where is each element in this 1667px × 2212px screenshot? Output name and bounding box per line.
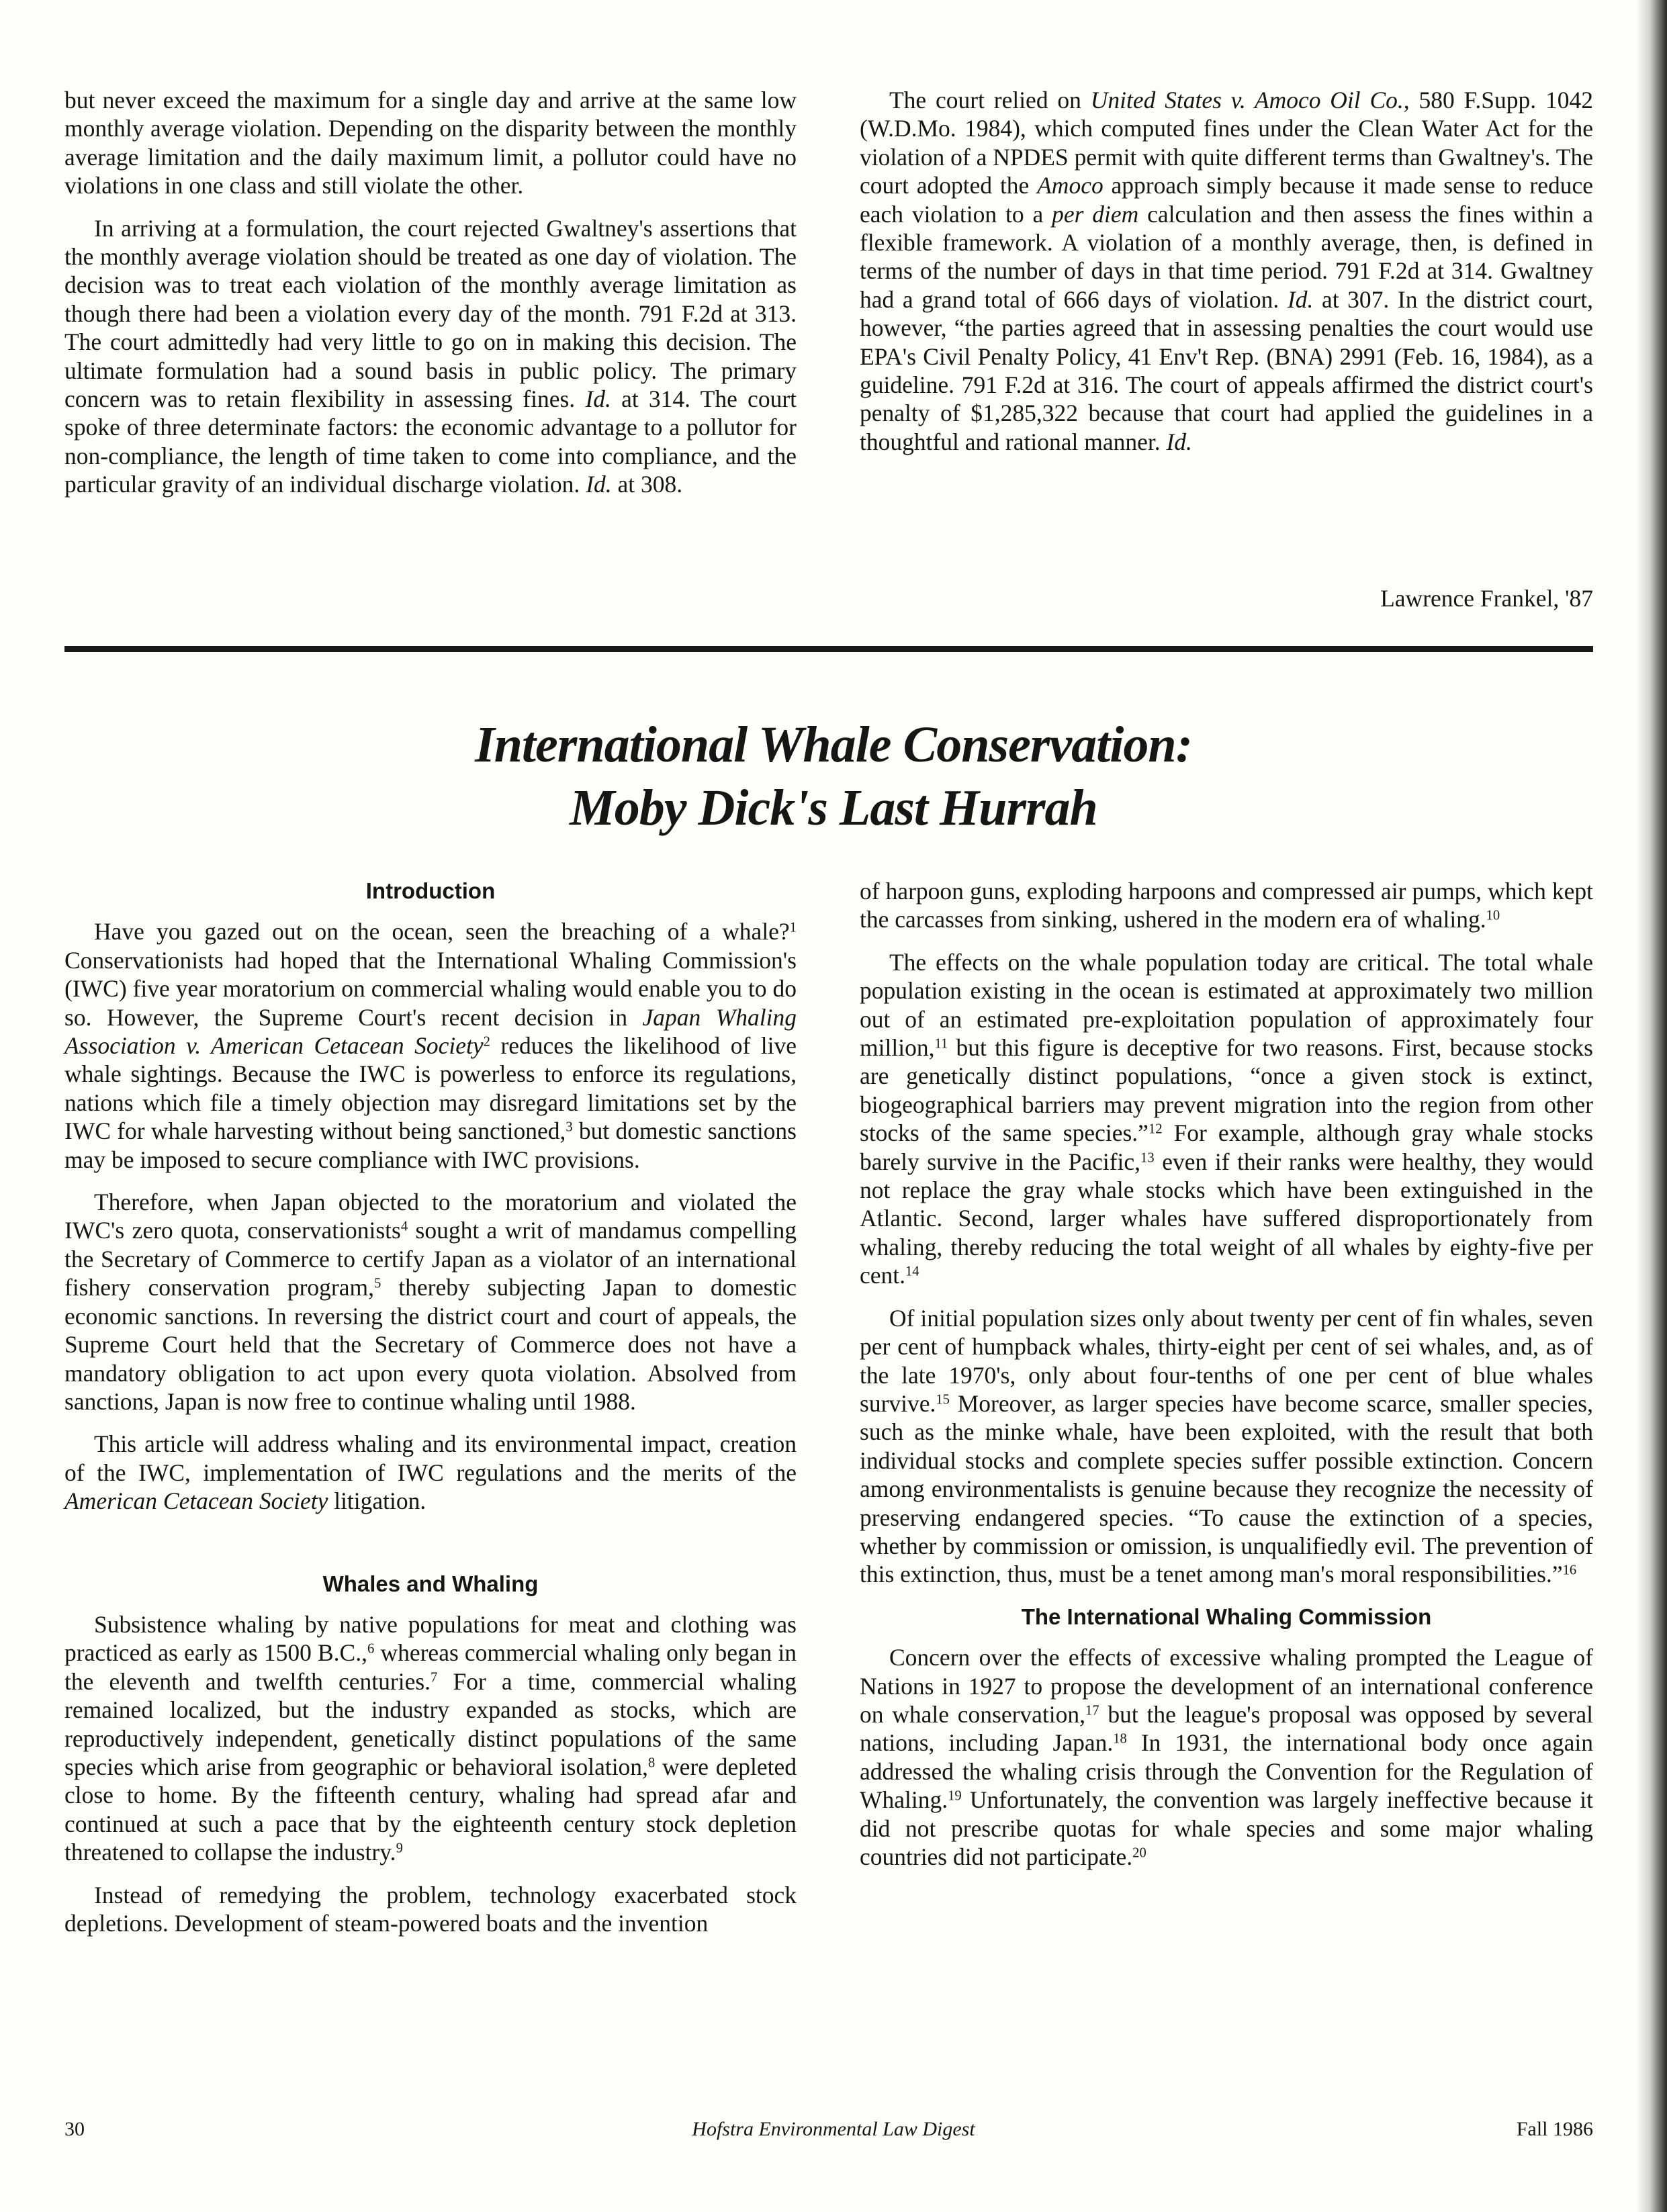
paragraph: Therefore, when Japan objected to the moratorium and violated the IWC's zero quota, conservationists$^4$ sought a writ of mandamus compelling the Secretary of Commerce to certify Japan as a violator of an international fishery conservation program,$^5$ thereby subjecting Japan to domestic economic sanctions. In reversing the district court and court of appeals, the Supreme Court held that the Secretary of Commerce does not have a mandatory obligation to act upon every quota violation. Absolved from sanctions, Japan is now free to continue whaling until 1988. bbox=[64, 1189, 797, 1415]
issue-date: Fall 1986 bbox=[1516, 2118, 1593, 2140]
publication-name: Hofstra Environmental Law Digest bbox=[692, 2118, 975, 2140]
paragraph: Of initial population sizes only about twenty per cent of fin whales, seven per cent of humpback whales, thirty-eight per cent of sei whales, and, as of the late 1970's, only about four-tenths of one per cent of blue whales survive.$^{15}$ Moreover, as larger species have become scarce, smaller species, such as the minke whale, have been exploited, with the result that both individual stocks and complete species suffer possible extinction. Concern among environmentalists is genuine because they recognize the necessity of preserving endangered species. “To cause the extinction of a species, whether by commission or omission, is unqualifiedly evil. The prevention of this extinction, thus, must be a tenet among man's moral responsibilities.”$^{16}$ bbox=[860, 1304, 1594, 1588]
paragraph: Subsistence whaling by native populations for meat and clothing was practiced as early as 1500 B.C.,$^6$ whereas commercial whaling only began in the eleventh and twelfth centuries.$^7$ For a time, commercial whaling remained localized, but the industry expanded as stocks, which are reproductively independent, genetically distinct populations of the same species which arise from geographic or behavioral isolation,$^8$ were depleted close to home. By the fifteenth century, whaling had spread afar and continued at such a pace that by the eighteenth century stock depletion threatened to collapse the industry.$^9$ bbox=[64, 1610, 797, 1866]
article-right-column bbox=[860, 877, 1593, 1871]
page-number: 30 bbox=[64, 2118, 85, 2140]
article-title bbox=[0, 713, 1667, 839]
paragraph: of harpoon guns, exploding harpoons and compressed air pumps, which kept the carcasses from sinking, ushered in the modern era of whaling.$^{10}$ bbox=[860, 878, 1593, 933]
article-left-column bbox=[64, 877, 797, 1937]
whales-heading: Whales and Whaling bbox=[322, 1571, 539, 1596]
previous-article-right-column bbox=[860, 86, 1593, 456]
iwc-heading: The International Whaling Commission bbox=[1021, 1604, 1432, 1629]
spacer bbox=[64, 1530, 797, 1570]
paragraph: This article will address whaling and its environmental impact, creation of the IWC, implementation of IWC regulations and the merits of the American Cetacean Society litigation. bbox=[64, 1430, 797, 1515]
section-divider bbox=[64, 646, 1593, 652]
title-line-1: International Whale Conservation: bbox=[475, 717, 1192, 773]
page-edge-shadow bbox=[1636, 0, 1667, 2212]
previous-article-left-column bbox=[64, 86, 797, 499]
paragraph: In arriving at a formulation, the court rejected Gwaltney's assertions that the monthly average violation should be treated as one day of violation. The decision was to treat each violation of the monthly average limitation as though there had been a violation every day of the month. 791 F.2d at 313. The court admittedly had very little to go on in making this decision. The ultimate formulation had a sound basis in public policy. The primary concern was to retain flexibility in assessing fines. Id. at 314. The court spoke of three determinate factors: the economic advantage to a pollutor for non-compliance, the length of time taken to come into compliance, and the particular gravity of an individual discharge violation. Id. at 308. bbox=[64, 214, 797, 498]
paragraph: Have you gazed out on the ocean, seen the breaching of a whale?$^1$ Conservationists had hoped that the International Whaling Commission's (IWC) five year moratorium on commercial whaling would enable you to do so. However, the Supreme Court's recent decision in Japan Whaling Association v. American Cetacean Society$^2$ reduces the likelihood of live whale sightings. Because the IWC is powerless to enforce its regulations, nations which file a timely objection may disregard limitations set by the IWC for whale harvesting without being sanctioned,$^3$ but domestic sanctions may be imposed to secure compliance with IWC provisions. bbox=[64, 918, 797, 1173]
title-line-2: Moby Dick's Last Hurrah bbox=[570, 780, 1097, 836]
introduction-heading: Introduction bbox=[365, 878, 496, 903]
paragraph: Concern over the effects of excessive whaling prompted the League of Nations in 1927 to propose the development of an international conference on whale conservation,$^{17}$ but the league's proposal was opposed by several nations, including Japan.$^{18}$ In 1931, the international body once again addressed the whaling crisis through the Convention for the Regulation of Whaling.$^{19}$ Unfortunately, the convention was largely ineffective because it did not prescribe quotas for whale species and some major whaling countries did not participate.$^{20}$ bbox=[860, 1644, 1594, 1870]
paragraph: but never exceed the maximum for a single day and arrive at the same low monthly average violation. Depending on the disparity between the monthly average limitation and the daily maximum limit, a pollutor could have no violations in one class and still violate the other. bbox=[64, 87, 797, 199]
author-signature: Lawrence Frankel, '87 bbox=[1380, 585, 1593, 612]
paragraph: Instead of remedying the problem, technology exacerbated stock depletions. Development of steam-powered boats and the invention bbox=[64, 1881, 797, 1937]
paragraph: The court relied on United States v. Amoco Oil Co., 580 F.Supp. 1042 (W.D.Mo. 1984), which computed fines under the Clean Water Act for the violation of a NPDES permit with quite different terms than Gwaltney's. The court adopted the Amoco approach simply because it made sense to reduce each violation to a per diem calculation and then assess the fines within a flexible framework. A violation of a monthly average, then, is defined in terms of the number of days in that time period. 791 F.2d at 314. Gwaltney had a grand total of 666 days of violation. Id. at 307. In the district court, however, “the parties agreed that in assessing penalties the court would use EPA's Civil Penalty Policy, 41 Env't Rep. (BNA) 2991 (Feb. 16, 1984), as a guideline. 791 F.2d at 316. The court of appeals affirmed the district court's penalty of $1,285,322 because that court had applied the guidelines in a thoughtful and rational manner. Id. bbox=[860, 87, 1594, 455]
paragraph: The effects on the whale population today are critical. The total whale population existing in the ocean is estimated at approximately two million out of an estimated pre-exploitation population of approximately four million,$^{11}$ but this figure is deceptive for two reasons. First, because stocks are genetically distinct populations, “once a given stock is extinct, biogeographical barriers may prevent migration into the region from other stocks of the same species.”$^{12}$ For example, although gray whale stocks barely survive in the Pacific,$^{13}$ even if their ranks were healthy, they would not replace the gray whale stocks which have been extinguished in the Atlantic. Second, larger whales have suffered disproportionately from whaling, thereby reducing the total weight of all whales by eighty-five per cent.$^{14}$ bbox=[860, 948, 1594, 1289]
